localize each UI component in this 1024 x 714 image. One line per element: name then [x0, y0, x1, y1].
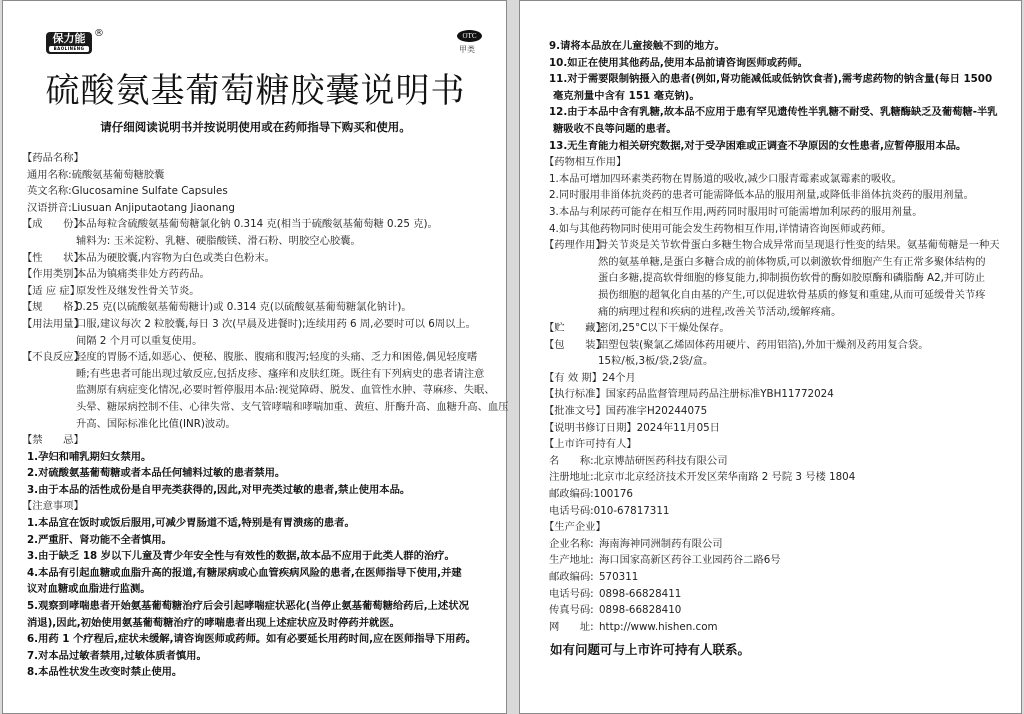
section-head: 【药品名称】 — [22, 152, 84, 164]
section-text: 本品为镇痛类非处方药药品。 — [76, 268, 210, 281]
note-item: 毫克剂量中含有 151 毫克钠)。 — [553, 89, 700, 102]
note-item: 10.如正在使用其他药品,使用本品前请咨询医师或药师。 — [549, 56, 808, 69]
maker-row — [544, 586, 1000, 603]
spec-section — [22, 299, 508, 316]
section-label: 【批准文号】 — [544, 405, 606, 418]
approval-section — [544, 403, 1000, 420]
field-value: 北京博喆研医药科技有限公司 — [593, 454, 728, 467]
name-row — [22, 200, 508, 217]
note-item: 13.无生育能力相关研究数据,对于受孕困难或正调查不孕原因的女性患者,应暂停服用本品。 — [549, 139, 967, 152]
holder-row — [544, 469, 1000, 486]
contra-item: 3.由于本品的活性成份是自甲壳类获得的,因此,对甲壳类过敏的患者,禁止使用本品。 — [27, 483, 411, 496]
text-line: 升高、国际标准化比值(INR)波动。 — [76, 417, 236, 430]
text-line: 骨关节炎是关节软骨蛋白多糖生物合成异常而呈现退行性变的结果。氨基葡萄糖是一种天 — [598, 239, 1000, 252]
section-label: 【说明书修订日期】 — [544, 421, 637, 434]
section-text: 2024年11月05日 — [636, 421, 720, 434]
right-body — [544, 38, 1000, 635]
document-subtitle: 请仔细阅读说明书并按说明使用或在药师指导下购买和使用。 — [100, 120, 411, 134]
section-label: 【包 装】 — [544, 338, 606, 351]
interact-item: 3.本品与利尿药可能存在相互作用,两药同时服用时可能需增加利尿药的服用剂量。 — [549, 205, 923, 218]
package-section — [544, 337, 1000, 370]
otc-badge: OTC — [457, 30, 482, 42]
note-item: 6.用药 1 个疗程后,症状未缓解,请咨询医师或药师。如有必要延长用药时间,应在医师指导下用药。 — [27, 633, 477, 646]
section-label: 【成 份】 — [22, 218, 84, 231]
note-item: 12.由于本品中含有乳糖,故本品不应用于患有罕见遗传性半乳糖不耐受、乳糖酶缺乏及葡萄糖-半乳 — [549, 106, 998, 119]
note-item: 4.本品有引起血糖或血脂升高的报道,有糖尿病或心血管疾病风险的患者,在医师指导下使用,并建 — [27, 566, 462, 579]
left-page — [2, 0, 507, 714]
note-item: 糖吸收不良等问题的患者。 — [553, 122, 677, 135]
field-label: 邮政编码: — [549, 488, 594, 501]
field-label: 企业名称: — [549, 537, 594, 550]
section-head: 【注意事项】 — [22, 500, 84, 513]
note-item: 8.本品性状发生改变时禁止使用。 — [27, 666, 183, 679]
text-line: 15粒/板,3板/袋,2袋/盒。 — [598, 355, 714, 368]
text-line: 头晕、糖尿病控制不佳、心律失常、支气管哮喘和哮喘加重、黄疸、肝酶升高、血糖升高、血压 — [76, 400, 509, 413]
brand-name: 保力能 — [52, 32, 86, 45]
note-item: 3.由于缺乏 18 岁以下儿童及青少年安全性与有效性的数据,故本品不应用于此类人群的治疗。 — [27, 550, 455, 563]
text-line: 轻度的胃肠不适,如恶心、便秘、腹胀、腹痛和腹泻;轻度的头痛、乏力和困倦,偶见轻度嗜 — [76, 351, 478, 364]
contact-note: 如有问题可与上市许可持有人联系。 — [550, 642, 751, 657]
field-value: 0898-66828411 — [599, 587, 682, 600]
section-label: 【作用类别】 — [22, 268, 84, 281]
holder-row — [544, 453, 1000, 470]
field-value: 0898-66828410 — [599, 604, 682, 617]
section-label: 【不良反应】 — [22, 351, 84, 364]
text-line: 辅料为: 玉米淀粉、乳糖、硬脂酸镁、滑石粉、明胶空心胶囊。 — [76, 234, 361, 247]
note-item: 11.对于需要限制钠摄入的患者(例如,肾功能减低或低钠饮食者),需考虑药物的钠含量(每日 1500 — [549, 73, 993, 86]
text-line: 痛的病理过程和疾病的进程,改善关节活动,缓解疼痛。 — [598, 305, 842, 318]
field-label: 通用名称: — [27, 168, 72, 181]
name-row — [22, 167, 508, 184]
note-item: 7.对本品过敏者禁用,过敏体质者慎用。 — [27, 649, 207, 662]
field-value: Glucosamine Sulfate Capsules — [71, 185, 228, 198]
maker-row — [544, 552, 1000, 569]
document-title: 硫酸氨基葡萄糖胶囊说明书 — [45, 71, 466, 111]
character-section — [22, 250, 508, 267]
field-label: 名 称: — [549, 454, 594, 467]
note-item: 1.本品宜在饭时或饭后服用,可减少胃肠道不适,特别是有胃溃疡的患者。 — [27, 517, 355, 530]
section-label: 【性 状】 — [22, 251, 84, 264]
section-head: 【生产企业】 — [544, 521, 606, 534]
field-value: 海南海神同洲制药有限公司 — [599, 537, 723, 550]
note-item: 议对血糖或血脂进行监测。 — [27, 583, 151, 596]
text-line: 铝塑包装(聚氯乙烯固体药用硬片、药用铝箔),外加干燥剂及药用复合袋。 — [598, 338, 929, 351]
maker-row — [544, 602, 1000, 619]
category-section — [22, 266, 508, 283]
indication-section — [22, 283, 508, 300]
section-head: 【药物相互作用】 — [544, 156, 627, 169]
name-row — [22, 183, 508, 200]
text-line: 损伤细胞的超氧化自由基的产生,可以促进软骨基质的修复和重建,从而可延缓骨关节疼 — [598, 288, 986, 301]
field-label: 邮政编码: — [549, 571, 594, 583]
otc-class: 甲类 — [459, 45, 475, 54]
section-label: 【用法用量】 — [22, 317, 84, 330]
field-value: 100176 — [593, 488, 633, 501]
field-label: 生产地址: — [549, 554, 594, 567]
note-item: 5.观察到哮喘患者开始氨基葡萄糖治疗后会引起哮喘症状恶化(当停止氨基葡萄糖给药后,上述状况 — [27, 600, 469, 613]
standard-section — [544, 386, 1000, 403]
pharm-section — [544, 237, 1000, 320]
brand-name-en: BAOLINENG — [49, 46, 89, 52]
field-value: http://www.hishen.com — [599, 620, 718, 633]
section-head: 【禁 忌】 — [22, 434, 84, 447]
storage-section — [544, 320, 1000, 337]
field-value: 570311 — [599, 571, 639, 583]
interact-item: 2.同时服用非甾体抗炎药的患者可能需降低本品的服用剂量,或降低非甾体抗炎药的服用剂量。 — [549, 189, 974, 202]
maker-row — [544, 569, 1000, 586]
section-text: 0.25 克(以硫酸氨基葡萄糖计)或 0.314 克(以硫酸氨基葡萄糖氯化钠计)。 — [76, 301, 412, 314]
field-label: 电话号码: — [549, 504, 594, 517]
validity-section — [544, 370, 1000, 387]
field-label: 电话号码: — [549, 587, 594, 600]
section-text: 密闭,25°C以下干燥处保存。 — [598, 322, 730, 335]
note-item: 9.请将本品放在儿童接触不到的地方。 — [549, 40, 725, 52]
field-value: 硫酸氨基葡萄糖胶囊 — [71, 168, 165, 181]
registered-mark: ® — [94, 28, 104, 39]
section-head: 【上市许可持有人】 — [544, 438, 637, 451]
text-line: 本品每粒含硫酸氨基葡萄糖氯化钠 0.314 克(相当于硫酸氨基葡萄糖 0.25 克)。 — [76, 218, 438, 231]
interact-item: 1.本品可增加四环素类药物在胃肠道的吸收,减少口服青霉素或氯霉素的吸收。 — [549, 172, 902, 185]
interact-item: 4.如与其他药物同时使用可能会发生药物相互作用,详情请咨询医师或药师。 — [549, 222, 892, 235]
section-label: 【执行标准】 — [544, 388, 606, 401]
maker-row — [544, 619, 1000, 636]
right-page — [519, 0, 1022, 714]
section-text: 国家药品监督管理局药品注册标准YBH11772024 — [605, 388, 834, 401]
section-text: 原发性及继发性骨关节炎。 — [76, 284, 200, 297]
left-body — [22, 150, 508, 681]
text-line: 蛋白多糖,提高软骨细胞的修复能力,抑制损伤软骨的酶如胶原酶和磷脂酶 A2,并可防止 — [598, 272, 986, 285]
section-text: 国药准字H20244075 — [605, 405, 708, 418]
text-line: 监测原有病症变化情况,必要时暂停服用本品:视觉障碍、脱发、血管性水肿、荨麻疹、失眠、 — [76, 384, 495, 397]
revision-section — [544, 420, 1000, 437]
field-label: 网 址: — [549, 620, 594, 633]
adverse-section — [22, 349, 508, 432]
holder-row — [544, 503, 1000, 520]
text-line: 然的氨基单糖,是蛋白多糖合成的前体物质,可以刺激软骨细胞产生有正常多聚体结构的 — [598, 255, 986, 268]
brand-logo — [46, 32, 92, 54]
note-item: 消退),因此,初始使用氨基葡萄糖治疗的哮喘患者出现上述症状应及时停药并就医。 — [27, 616, 400, 629]
field-label: 传真号码: — [549, 604, 594, 617]
note-item: 2.严重肝、肾功能不全者慎用。 — [27, 533, 172, 546]
composition-section — [22, 216, 508, 249]
section-label: 【有 效 期】 — [544, 371, 603, 384]
contra-item: 1.孕妇和哺乳期妇女禁用。 — [27, 450, 152, 463]
field-value: 北京市北京经济技术开发区荣华南路 2 号院 3 号楼 1804 — [593, 471, 856, 484]
field-value: 海口国家高新区药谷工业园药谷二路6号 — [599, 554, 781, 567]
section-text: 本品为硬胶囊,内容物为白色或类白色粉末。 — [76, 251, 275, 264]
dosage-section — [22, 316, 508, 349]
section-label: 【药理作用】 — [544, 239, 606, 252]
field-label: 汉语拼音: — [27, 201, 72, 214]
text-line: 间隔 2 个月可以重复使用。 — [76, 334, 203, 347]
field-value: 010-67817311 — [593, 504, 670, 517]
section-label: 【适 应 症】 — [22, 284, 81, 297]
field-label: 英文名称: — [27, 185, 72, 198]
field-value: Liusuan Anjiputaotang Jiaonang — [71, 201, 235, 214]
contra-item: 2.对硫酸氨基葡萄糖或者本品任何辅料过敏的患者禁用。 — [27, 467, 286, 480]
maker-row — [544, 536, 1000, 553]
section-label: 【规 格】 — [22, 301, 84, 314]
section-label: 【贮 藏】 — [544, 322, 606, 335]
holder-row — [544, 486, 1000, 503]
section-text: 24个月 — [602, 371, 636, 384]
field-label: 注册地址: — [549, 471, 594, 484]
text-line: 睡;有些患者可能出现过敏反应,包括皮疹、瘙痒和皮肤红斑。既往有下列病史的患者请注意 — [76, 367, 485, 380]
text-line: 口服,建议每次 2 粒胶囊,每日 3 次(早晨及进餐时);连续用药 6 周,必要时可以 6周以上。 — [76, 317, 476, 330]
